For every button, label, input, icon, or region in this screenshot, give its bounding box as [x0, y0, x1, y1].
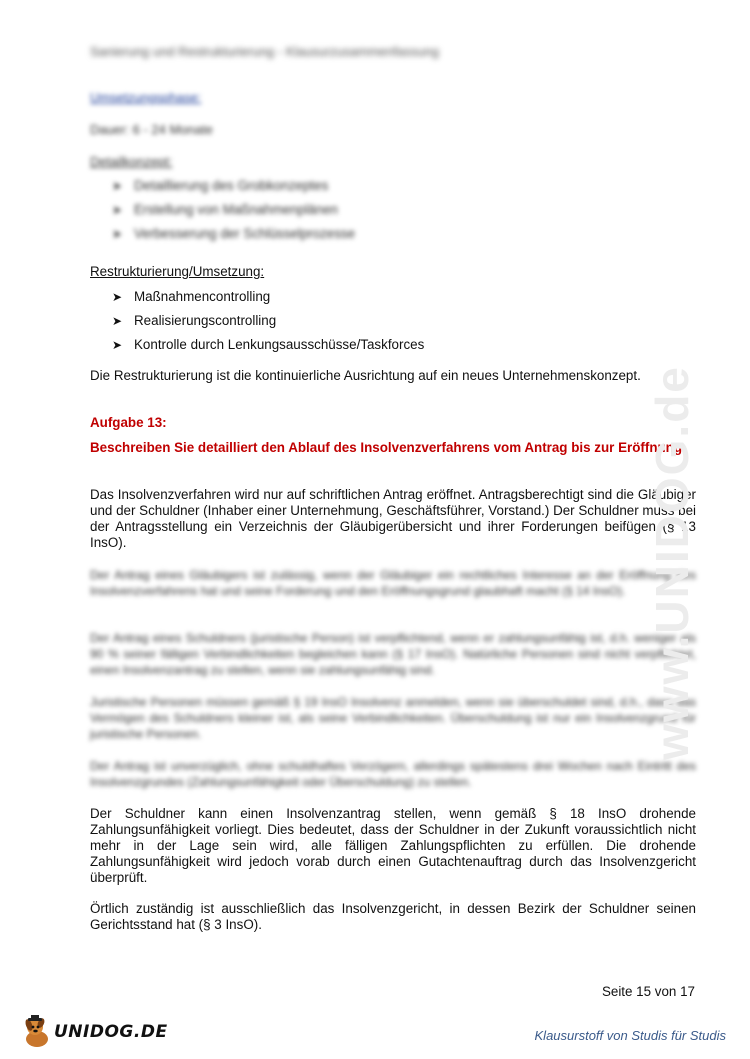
arrow-bullet-icon: ➤ [112, 338, 123, 352]
paragraph-debtor-application: Der Antrag eines Schuldners (juristische Person) ist verpflichtend, wenn er zahlungsunfähig ist, d.h. weniger als 90 % seiner fälligen Verbindlichkeiten begleichen kann (§ 17 InsO). Natürliche Personen sind nicht verpflichtet, einen Insolvenzantrag zu stellen, wenn sie zahlungsunfähig sind. [90, 631, 696, 677]
arrow-bullet-icon: ➤ [112, 227, 123, 241]
list-item: ➤ Kontrolle durch Lenkungsausschüsse/Taskforces [112, 335, 424, 359]
summary-text: Die Restrukturierung ist die kontinuierliche Ausrichtung auf ein neues Unternehmenskonzept. [90, 368, 641, 383]
list-item: ➤ Realisierungscontrolling [112, 311, 424, 335]
detail-heading: Detailkonzept: [90, 154, 173, 169]
paragraph-jurisdiction: Örtlich zuständig ist ausschließlich das Insolvenzgericht, in dessen Bezirk der Schuldner seinen Gerichtsstand hat (§ 3 InsO). [90, 901, 696, 932]
arrow-bullet-icon: ➤ [112, 314, 123, 328]
phase-heading: Umsetzungsphase: [90, 90, 202, 105]
list-item: ➤ Erstellung von Maßnahmenplänen [112, 200, 355, 224]
duration-text: Dauer: 6 - 24 Monate [90, 122, 213, 137]
list-item: ➤ Verbesserung der Schlüsselprozesse [112, 224, 355, 248]
arrow-bullet-icon: ➤ [112, 203, 123, 217]
task-question: Beschreiben Sie detailliert den Ablauf des Insolvenzverfahrens vom Antrag bis zur Eröffnung. [90, 440, 686, 455]
watermark: www.UNIDOG.de [646, 365, 698, 760]
task-label: Aufgabe 13: [90, 415, 167, 430]
list-item: ➤ Maßnahmencontrolling [112, 287, 424, 311]
page-header: Sanierung und Restrukturierung - Klausurzusammenfassung [90, 44, 440, 59]
footer-tagline: Klausurstoff von Studis für Studis [534, 1028, 726, 1043]
logo-text: UNIDOG.DE [54, 1022, 168, 1042]
page-number: Seite 15 von 17 [601, 984, 695, 999]
arrow-bullet-icon: ➤ [112, 290, 123, 304]
paragraph-creditor-application: Der Antrag eines Gläubigers ist zulässig, wenn der Gläubiger ein rechtliches Interesse an der Eröffnung des Insolvenzverfahrens hat und seine Forderung und den Eröffnungsgrund glaubhaft macht (§ 14 InsO). [90, 568, 696, 598]
dog-mascot-icon [22, 1015, 52, 1049]
paragraph-over-indebtedness: Juristische Personen müssen gemäß § 19 InsO Insolvenz anmelden, wenn sie überschuldet sind, d.h., dass das Vermögen des Schuldners kleiner ist, als seine Verbindlichkeiten. Überschuldung ist nur ein Insolvenzgrund für juristische Personen. [90, 695, 696, 741]
detail-list [112, 176, 355, 248]
list-item: ➤ Detaillierung des Grobkonzeptes [112, 176, 355, 200]
paragraph-imminent-insolvency: Der Schuldner kann einen Insolvenzantrag stellen, wenn gemäß § 18 InsO drohende Zahlungsunfähigkeit vorliegt. Dies bedeutet, dass der Schuldner in der Zukunft voraussichtlich nicht mehr in der Lage sein wird, alle fälligen Zahlungspflichten zu erfüllen. Die drohende Zahlungsunfähigkeit wird jedoch vorab durch einen Gutachtenauftrag durch das Insolvenzgericht überprüft. [90, 806, 696, 885]
restructuring-heading: Restrukturierung/Umsetzung: [90, 264, 265, 279]
paragraph-deadline: Der Antrag ist unverzüglich, ohne schuldhaftes Verzögern, allerdings spätestens drei Wochen nach Eintritt des Insolvenzgrundes (Zahlungsunfähigkeit oder Überschuldung) zu stellen. [90, 759, 696, 789]
unidog-logo [22, 1015, 168, 1049]
arrow-bullet-icon: ➤ [112, 179, 123, 193]
paragraph-intro: Das Insolvenzverfahren wird nur auf schriftlichen Antrag eröffnet. Antragsberechtigt sind die Gläubiger und der Schuldner (Inhaber einer Unternehmung, Geschäftsführer, Vorstand.) Der Schuldner muss bei der Antragsstellung ein Verzeichnis der Gläubigerübersicht und ihrer Forderungen beifügen (§ 13 InsO). [90, 487, 696, 550]
restructuring-list [112, 287, 424, 359]
